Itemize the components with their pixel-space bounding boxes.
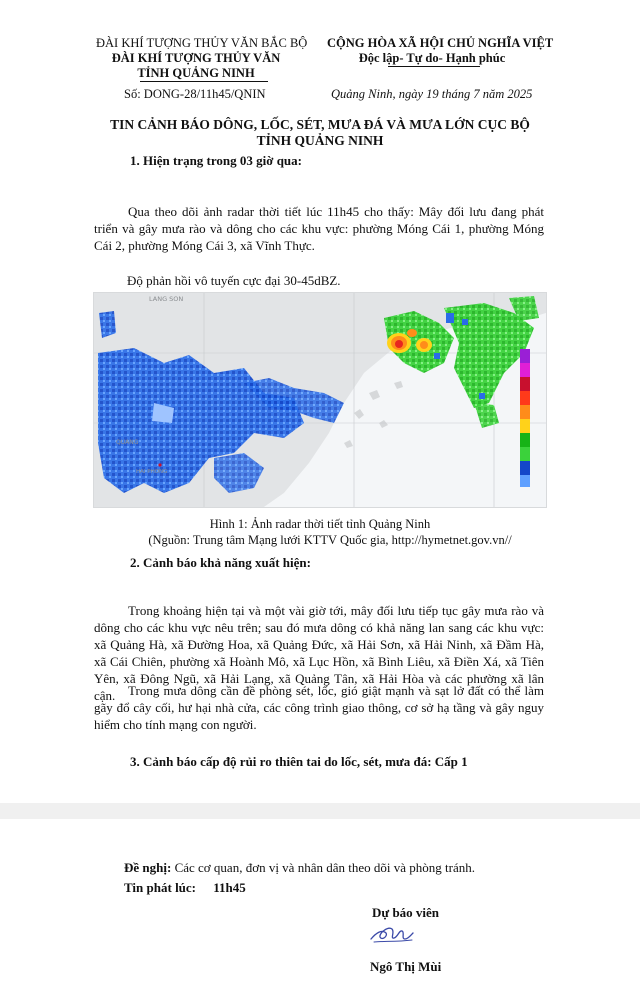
national-motto: Độc lập- Tự do- Hạnh phúc [358,51,506,65]
forecaster-title: Dự báo viên [372,905,440,920]
agency-name: ĐÀI KHÍ TƯỢNG THỦY VĂN [111,51,281,65]
section-2-heading: 2. Cảnh báo khả năng xuất hiện: [130,555,311,570]
map-label-hai-phong: HAI PHONG [136,469,168,475]
place-and-date: Quảng Ninh, ngày 19 tháng 7 năm 2025 [331,87,533,101]
request-label: Đề nghị: [124,860,172,875]
figure-caption: Hình 1: Ảnh radar thời tiết tỉnh Quảng Ninh [209,517,431,531]
section-2-paragraph-2: Trong mưa dông cần đề phòng sét, lốc, gió giật mạnh và sạt lở đất có thể làm gãy đổ cây cối, hư hại nhà cửa, các công trình giao thông, cơ sở hạ tầng và gây nguy hiểm cho tính mạng con người. [94,683,544,732]
request-text: Các cơ quan, đơn vị và nhân dân theo dõi và phòng tránh. [174,860,475,875]
section-2-paragraph-1: Trong khoảng hiện tại và một vài giờ tới, mây đối lưu tiếp tục gây mưa rào và dông cho các khu vực nêu trên; sau đó mưa dông có khả năng lan sang các khu vực: xã Quảng Hà, xã Đường Hoa, xã Quảng Đức, xã Hải Sơn, xã Hải Ninh, xã Đầm Hà, xã Cái Chiên, phường xã Hoành Mô, xã Lục Hồn, xã Bình Liêu, xã Điền Xá, xã Tiên Yên, xã Đông Ngũ, xã Hải Lạng, xã Quảng Tân, xã Hải Hòa và các phường xã lân cận. [94,603,544,703]
radar-map-graphic [94,293,546,507]
forecaster-name: Ngô Thị Mùi [370,959,442,974]
national-title: CỘNG HÒA XÃ HỘI CHỦ NGHĨA VIỆT [327,36,554,50]
issued-time: 11h45 [213,880,246,895]
map-label-lang-son: LANG SON [149,295,184,303]
section-3-heading: 3. Cảnh báo cấp độ rủi ro thiên tai do lốc, sét, mưa đá: Cấp 1 [130,754,468,769]
section-1-heading: 1. Hiện trạng trong 03 giờ qua: [130,153,302,168]
map-label-quang: QUANG [116,439,139,446]
section-1-paragraph: Qua theo dõi ảnh radar thời tiết lúc 11h45 cho thấy: Mây đối lưu đang phát triển và gây mưa rào và dông cho các khu vực: phường Móng Cái 1, phường Móng Cái 2, phường Móng Cái 3, xã Vĩnh Thực. [94,204,544,253]
issued-line [124,880,246,896]
agency-underline [140,81,268,82]
motto-underline [388,66,480,67]
request-line [124,860,475,876]
document-number: Số: DONG-28/11h45/QNIN [124,87,266,101]
page-gap [0,803,640,819]
forecaster-signature [368,921,416,947]
issued-label: Tin phát lúc: [124,880,197,895]
reflectivity-text: Độ phản hồi vô tuyến cực đại 30-45dBZ. [127,273,341,288]
agency-parent-name: ĐÀI KHÍ TƯỢNG THỦY VĂN BẮC BỘ [96,36,308,50]
figure-source: (Nguồn: Trung tâm Mạng lưới KTTV Quốc gia, http://hymetnet.gov.vn// [148,533,512,547]
bulletin-subtitle: TỈNH QUẢNG NINH [256,133,384,148]
radar-image [93,292,547,508]
agency-province: TỈNH QUẢNG NINH [137,66,255,80]
map-location-dot [158,463,161,466]
bulletin-title: TIN CẢNH BÁO DÔNG, LỐC, SÉT, MƯA ĐÁ VÀ MƯA LỚN CỤC BỘ [110,117,530,132]
radar-color-scale [520,349,530,487]
document-page-2 [0,819,640,998]
